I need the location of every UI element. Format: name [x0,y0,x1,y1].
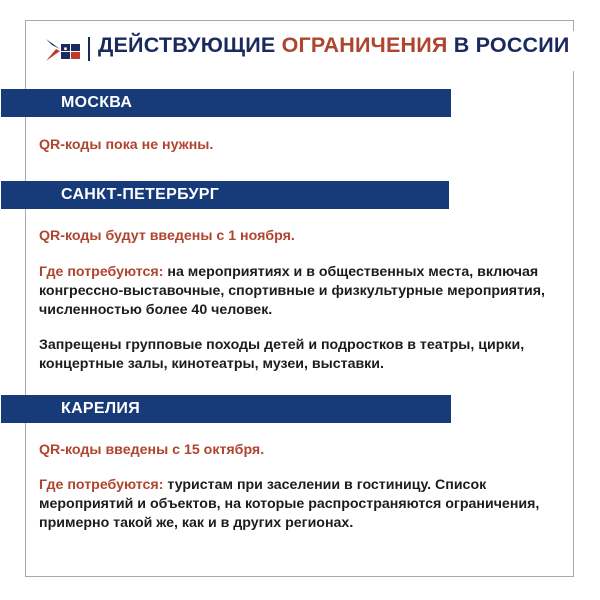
title-part-1: ДЕЙСТВУЮЩИЕ [98,33,276,57]
region-bar-karelia [1,395,451,423]
svg-text:▪: ▪ [63,46,68,52]
accent-text: Где потребуются: [39,264,164,280]
accent-text: Где потребуются: [39,477,164,493]
flag-logo-icon [38,35,82,65]
infographic-frame [25,20,574,577]
spb-qr-status [39,227,564,246]
moscow-qr-status [39,136,564,155]
header [26,31,575,71]
karelia-where-required [39,476,564,533]
body-text: туристам при заселении в гостиницу. Список мероприятий и объектов, на которые распространяются ограничения, примерно такой же, как и в других регионах. [39,477,540,531]
accent-text: QR-коды пока не нужны. [39,137,214,153]
region-label: КАРЕЛИЯ [61,400,140,417]
region-bar-spb [1,181,449,209]
karelia-qr-status [39,441,564,460]
body-text: на мероприятиях и в общественных места, включая конгрессно-выставочные, спортивные и физкультурные мероприятия, численностью более 40 человек. [39,264,545,318]
title-part-3: В РОССИИ [453,33,570,57]
region-label: МОСКВА [61,94,133,111]
accent-text: QR-коды будут введены с 1 ноября. [39,228,295,244]
region-bar-moscow [1,89,451,117]
header-separator [88,37,90,61]
spb-where-required [39,263,564,320]
body-text: Запрещены групповые походы детей и подростков в театры, цирки, концертные залы, кинотеатры, музеи, выставки. [39,337,525,372]
page-title [98,33,570,58]
spb-restrictions [39,336,564,374]
accent-text: QR-коды введены с 15 октября. [39,442,265,458]
region-label: САНКТ-ПЕТЕРБУРГ [61,186,220,203]
title-part-2: ОГРАНИЧЕНИЯ [281,33,448,57]
